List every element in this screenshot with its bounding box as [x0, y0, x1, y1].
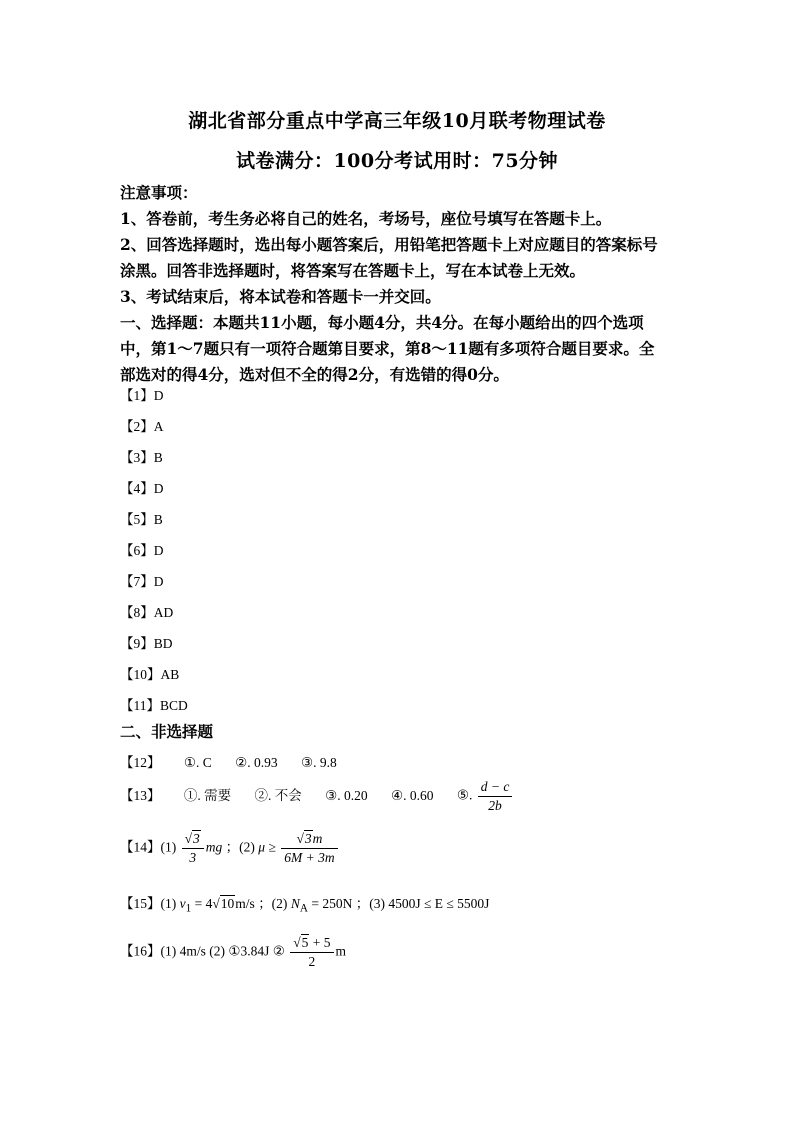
- choice-answer: 【7】D: [120, 574, 164, 589]
- choice-answer: 【9】BD: [120, 636, 173, 651]
- q13-answer: ②. 不会: [254, 787, 302, 803]
- choice-answer: 【6】D: [120, 543, 164, 558]
- choice-answer: 【1】D: [120, 388, 164, 403]
- section2-heading: 二、非选择题: [120, 722, 214, 741]
- sqrt-symbol: √3: [184, 831, 200, 846]
- section1-line-3: 部选对的得4分，选对但不全的得2分，有选错的得0分。: [120, 365, 509, 384]
- sqrt-symbol: √3: [296, 831, 312, 846]
- q16-row: 【16】(1) 4m/s (2) ①3.84J ② $\frac{√5 + 5}{2}$ m: [120, 935, 347, 969]
- q14-row: [120, 830, 340, 867]
- q12-label: 【12】: [120, 755, 161, 770]
- q12-row: [120, 751, 357, 771]
- fraction-numerator: d − c: [478, 778, 513, 797]
- fraction-denominator: 2: [308, 954, 316, 969]
- q14-label: 【14】(1): [120, 839, 177, 855]
- q14-separator: ；(2): [225, 839, 255, 855]
- q12-answer: ②. 0.93: [235, 755, 278, 770]
- q13-answer: ①. 需要: [183, 787, 232, 803]
- notes-line-2b: 涂黑。回答非选择题时，将答案写在答题卡上，写在本试卷上无效。: [120, 261, 586, 280]
- fraction-denominator: 2b: [488, 798, 502, 813]
- sqrt-symbol: √10: [212, 896, 235, 911]
- choice-answer: 【11】BCD: [120, 698, 188, 713]
- notes-line-2a: 2、回答选择题时，选出每小题答案后，用铅笔把答题卡上对应题目的答案标号: [120, 235, 658, 254]
- page-subtitle: 试卷满分：100分考试用时：75分钟: [235, 150, 559, 172]
- fraction-denominator: 3: [189, 850, 197, 865]
- page-title: 湖北省部分重点中学高三年级10月联考物理试卷: [188, 110, 606, 132]
- q13-row: [120, 778, 514, 815]
- q15-row: 【15】(1) $v_1 = 4√10m/s$ ；(2) $N_A = 250N$ ；(3) 4500J ≤ E ≤ 5500J: [120, 896, 490, 915]
- choice-answer: 【4】D: [120, 481, 164, 496]
- notes-heading: 注意事项：: [120, 183, 198, 202]
- q14-lhs: μ ≥: [258, 839, 276, 855]
- q12-answer: ①. C: [183, 755, 212, 770]
- q14-fraction-1: [182, 830, 204, 867]
- fraction-denominator: 6M + 3m: [284, 850, 335, 865]
- choice-answer: 【2】A: [120, 419, 164, 434]
- q16-fraction: $\frac{√5 + 5}{2}$: [290, 934, 333, 971]
- q15-range: 4500J ≤ E ≤ 5500J: [388, 896, 490, 911]
- choice-answer: 【3】B: [120, 450, 163, 465]
- notes-block: [120, 180, 680, 388]
- notes-line-3: 3、考试结束后，将本试卷和答题卡一并交回。: [120, 287, 441, 306]
- q13-answer: ③. 0.20: [325, 787, 368, 803]
- section1-line-1: 一、选择题：本题共11小题，每小题4分，共4分。在每小题给出的四个选项: [120, 313, 644, 332]
- section1-line-2: 中，第1～7题只有一项符合题第目要求，第8～11题有多项符合题目要求。全: [120, 339, 655, 358]
- q12-answer: ③. 9.8: [300, 755, 337, 770]
- sqrt-symbol: √5: [293, 935, 309, 950]
- choice-answer: 【5】B: [120, 512, 163, 527]
- q14-tail: mg: [205, 839, 223, 855]
- q14-fraction-2: $\frac{√3m}{6M + 3m}$: [281, 830, 337, 867]
- choice-answer: 【10】AB: [120, 667, 180, 682]
- q13-label: 【13】: [120, 787, 161, 803]
- notes-line-1: 1、答卷前，考生务必将自己的姓名，考场号，座位号填写在答题卡上。: [120, 209, 612, 228]
- q15-label: 【15】(1): [120, 896, 177, 911]
- q13-answer: ④. 0.60: [390, 787, 434, 803]
- q13-answer-5-prefix: ⑤.: [456, 787, 473, 803]
- choice-answer: 【8】AD: [120, 605, 174, 620]
- q16-label: 【16】(1) 4m/s (2) ①3.84J ②: [120, 943, 285, 959]
- q13-fraction: [478, 778, 513, 815]
